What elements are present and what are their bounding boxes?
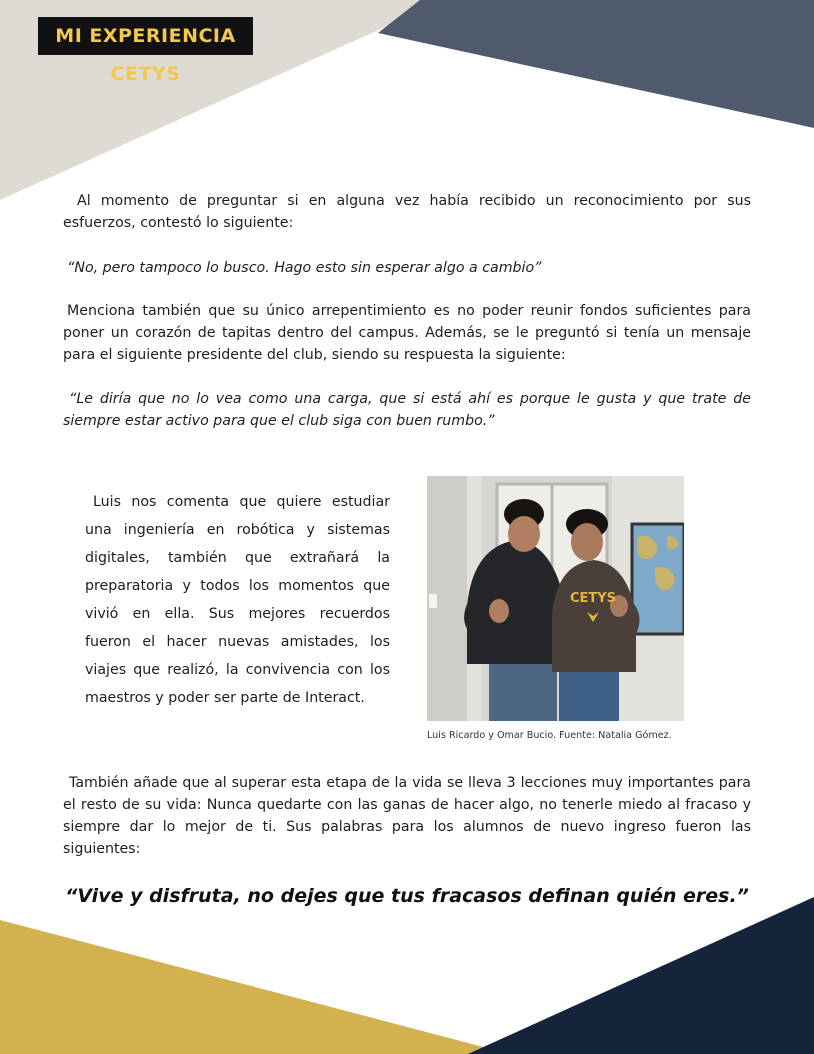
quote-no-recognition: “No, pero tampoco lo busco. Hago esto sin esperar algo a cambio” xyxy=(67,260,542,276)
closing-quote: “Vive y disfruta, no dejes que tus fracasos definan quién eres.” xyxy=(65,885,749,907)
paragraph-recognition: Al momento de preguntar si en alguna vez había recibido un reconocimiento por sus esfuerzos, contestó lo siguiente: xyxy=(63,193,751,231)
paragraph-future-plans: Luis nos comenta que quiere estudiar una ingeniería en robótica y sistemas digitales, también que extrañará la preparatoria y todos los momentos que vivió en ella. Sus mejores recuerdos fueron el hacer nuevas amistades, los viajes que realizó, la convivencia con los maestros y poder ser parte de Interact. xyxy=(85,494,390,706)
bottom-right-navy-triangle xyxy=(468,897,814,1054)
paragraph-lessons: También añade que al superar esta etapa de la vida se lleva 3 lecciones muy importantes para el resto de su vida: Nunca quedarte con las ganas de hacer algo, no tenerle miedo al fracaso y siempre dar lo mejor de ti. Sus palabras para los alumnos de nuevo ingreso fueron las siguientes: xyxy=(63,775,751,857)
shirt-logo: CETYS xyxy=(569,591,617,606)
section-badge: MI EXPERIENCIA CETYS xyxy=(38,17,253,55)
top-right-slate-shape xyxy=(378,0,814,128)
bottom-left-gold-triangle xyxy=(0,920,510,1054)
photo-caption: Luis Ricardo y Omar Bucio. Fuente: Natalia Gómez. xyxy=(427,730,672,741)
quote-message-president: “Le diría que no lo vea como una carga, que si está ahí es porque le gusta y que trate de siempre estar activo para que el club siga con buen rumbo.” xyxy=(63,391,751,429)
paragraph-regret: Menciona también que su único arrepentimiento es no poder reunir fondos suficientes para poner un corazón de tapitas dentro del campus. Además, se le preguntó si tenía un mensaje para el siguiente presidente del club, siendo su respuesta la siguiente: xyxy=(63,303,751,363)
photo-students xyxy=(427,476,684,721)
